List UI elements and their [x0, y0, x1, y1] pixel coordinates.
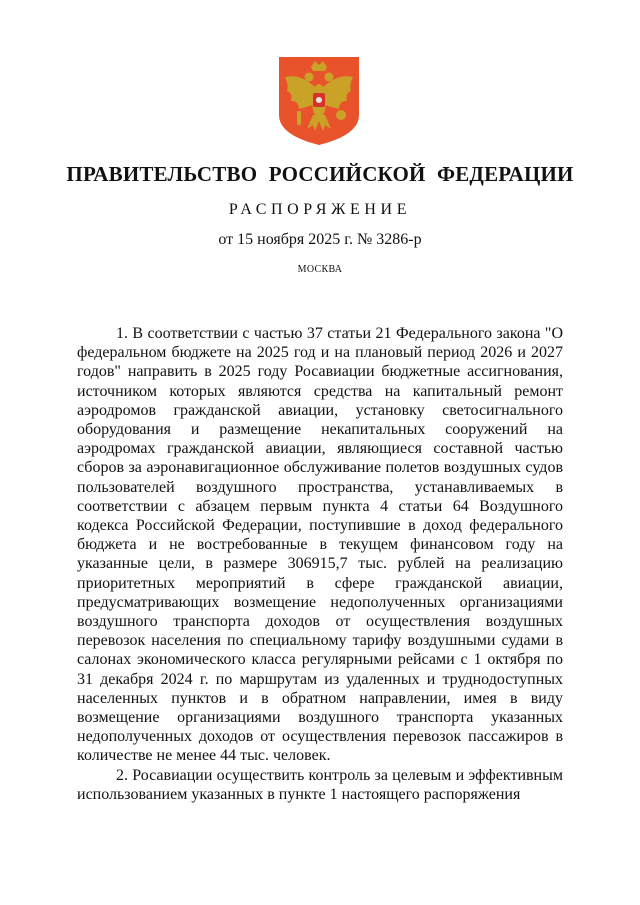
document-date-number: от 15 ноября 2025 г. № 3286-р	[218, 231, 422, 248]
issuing-city: МОСКВА	[297, 264, 343, 275]
document-type: РАСПОРЯЖЕНИЕ	[228, 201, 412, 218]
coat-of-arms-emblem	[275, 55, 363, 147]
government-title: ПРАВИТЕЛЬСТВО РОССИЙСКОЙ ФЕДЕРАЦИИ	[66, 162, 574, 186]
coat-of-arms-icon	[275, 55, 363, 147]
paragraph-2: 2. Росавиации осуществить контроль за целевым и эффективным использованием указанных в пункте 1 настоящего распоряжения	[77, 766, 563, 803]
document-body	[77, 324, 563, 804]
paragraph-1: 1. В соответствии с частью 37 статьи 21 Федерального закона "О федеральном бюджете на 2025 год и на плановый период 2026 и 2027 годов" направить в 2025 году Росавиации бюджетные ассигнования, источником которых являются средства на капитальный ремонт аэродромов гражданской авиации, установку светосигнального оборудования и размещение некапитальных сооружений на аэродромах гражданской авиации, являющиеся составной частью сборов за аэронавигационное обслуживание полетов воздушных судов пользователей воздушного пространства, устанавливаемых в соответствии с абзацем первым пункта 4 статьи 64 Воздушного кодекса Российской Федерации, поступившие в доход федерального бюджета и не востребованные в текущем финансовом году на указанные цели, в размере 306915,7 тыс. рублей на реализацию приоритетных мероприятий в сфере гражданской авиации, предусматривающих возмещение недополученных организациями воздушного транспорта доходов от осуществления воздушных перевозок населения по специальному тарифу воздушными судами в салонах экономического класса регулярными рейсами с 1 октября по 31 декабря 2024 г. по маршрутам из удаленных и труднодоступных населенных пунктов и в обратном направлении, имея в виду возмещение организациями воздушного транспорта указанных недополученных доходов от осуществления перевозок пассажиров в количестве не менее 44 тыс. человек.	[77, 325, 563, 765]
